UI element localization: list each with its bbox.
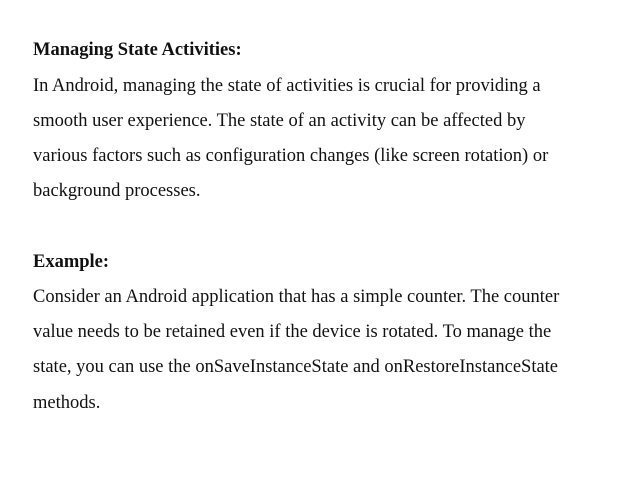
- paragraph-line: methods.: [33, 393, 101, 413]
- paragraph-line: state, you can use the onSaveInstanceState and onRestoreInstanceState: [33, 357, 559, 377]
- paragraph-line: value needs to be retained even if the device is rotated. To manage the: [33, 322, 552, 342]
- section-heading-example: Example:: [33, 252, 110, 272]
- section-heading-managing-state: Managing State Activities:: [33, 40, 242, 60]
- paragraph-line: various factors such as configuration changes (like screen rotation) or: [33, 146, 549, 166]
- paragraph-line: In Android, managing the state of activities is crucial for providing a: [33, 76, 541, 96]
- paragraph-line: smooth user experience. The state of an activity can be affected by: [33, 111, 526, 131]
- paragraph-line: background processes.: [33, 181, 201, 201]
- paragraph-line: Consider an Android application that has a simple counter. The counter: [33, 287, 560, 307]
